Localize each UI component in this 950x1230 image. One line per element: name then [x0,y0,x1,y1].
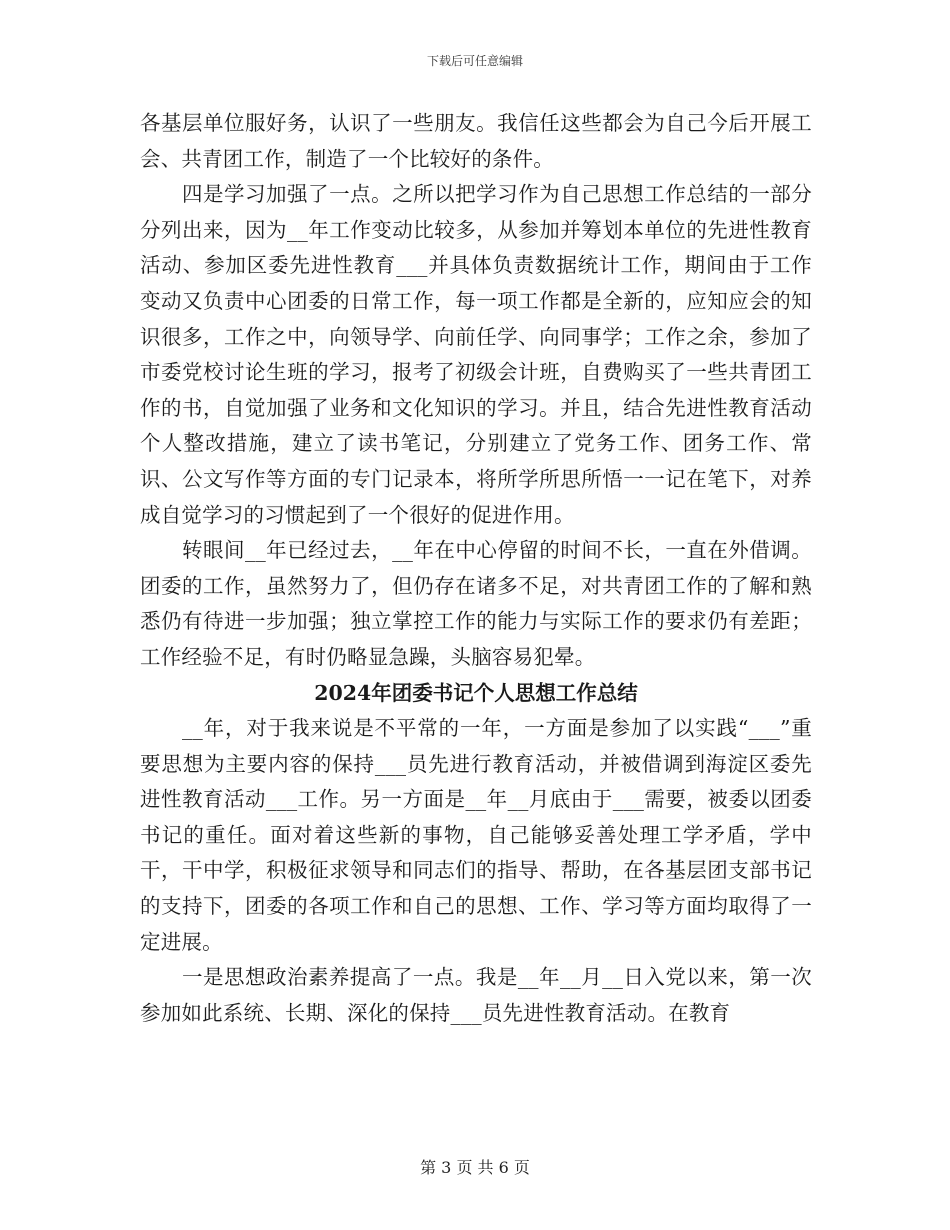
paragraph-political: 一是思想政治素养提高了一点。我是__年__月__日入党以来，第一次参加如此系统、长期、深化的保持___员先进性教育活动。在教育 [140,965,812,1025]
paragraph-intro: __年，对于我来说是不平常的一年，一方面是参加了以实践“___”重要思想为主要内容的保持___员先进行教育活动，并被借调到海淀区委先进性教育活动___工作。另一方面是__年__月底由于___需要，被委以团委书记的重任。面对着这些新的事物，自己能够妥善处理工学矛盾，学中干，干中学，积极征求领导和同志们的指导、帮助，在各基层团支部书记的支持下，团委的各项工作和自己的思想、工作、学习等方面均取得了一定进展。 [140,716,812,954]
page-number: 第 3 页 共 6 页 [420,1158,530,1177]
paragraph-continuation: 各基层单位服好务，认识了一些朋友。我信任这些都会为自己今后开展工会、共青团工作，制造了一个比较好的条件。 [140,111,812,171]
paragraph-summary: 转眼间__年已经过去，__年在中心停留的时间不长，一直在外借调。团委的工作，虽然努力了，但仍存在诸多不足，对共青团工作的了解和熟悉仍有待进一步加强；独立掌控工作的能力与实际工作的要求仍有差距；工作经验不足，有时仍略显急躁，头脑容易犯晕。 [140,538,812,669]
document-body [140,106,812,1031]
section-title: 2024年团委书记个人思想工作总结 [314,680,638,705]
paragraph-study: 四是学习加强了一点。之所以把学习作为自己思想工作总结的一部分分列出来，因为__年工作变动比较多，从参加并筹划本单位的先进性教育活动、参加区委先进性教育___并具体负责数据统计工作，期间由于工作变动又负责中心团委的日常工作，每一项工作都是全新的，应知应会的知识很多，工作之中，向领导学、向前任学、向同事学；工作之余，参加了市委党校讨论生班的学习，报考了初级会计班，自费购买了一些共青团工作的书，自觉加强了业务和文化知识的学习。并且，结合先进性教育活动个人整改措施，建立了读书笔记，分别建立了党务工作、团务工作、常识、公文写作等方面的专门记录本，将所学所思所悟一一记在笔下，对养成自觉学习的习惯起到了一个很好的促进作用。 [140,182,812,527]
page-header-note: 下载后可任意编辑 [426,54,523,68]
